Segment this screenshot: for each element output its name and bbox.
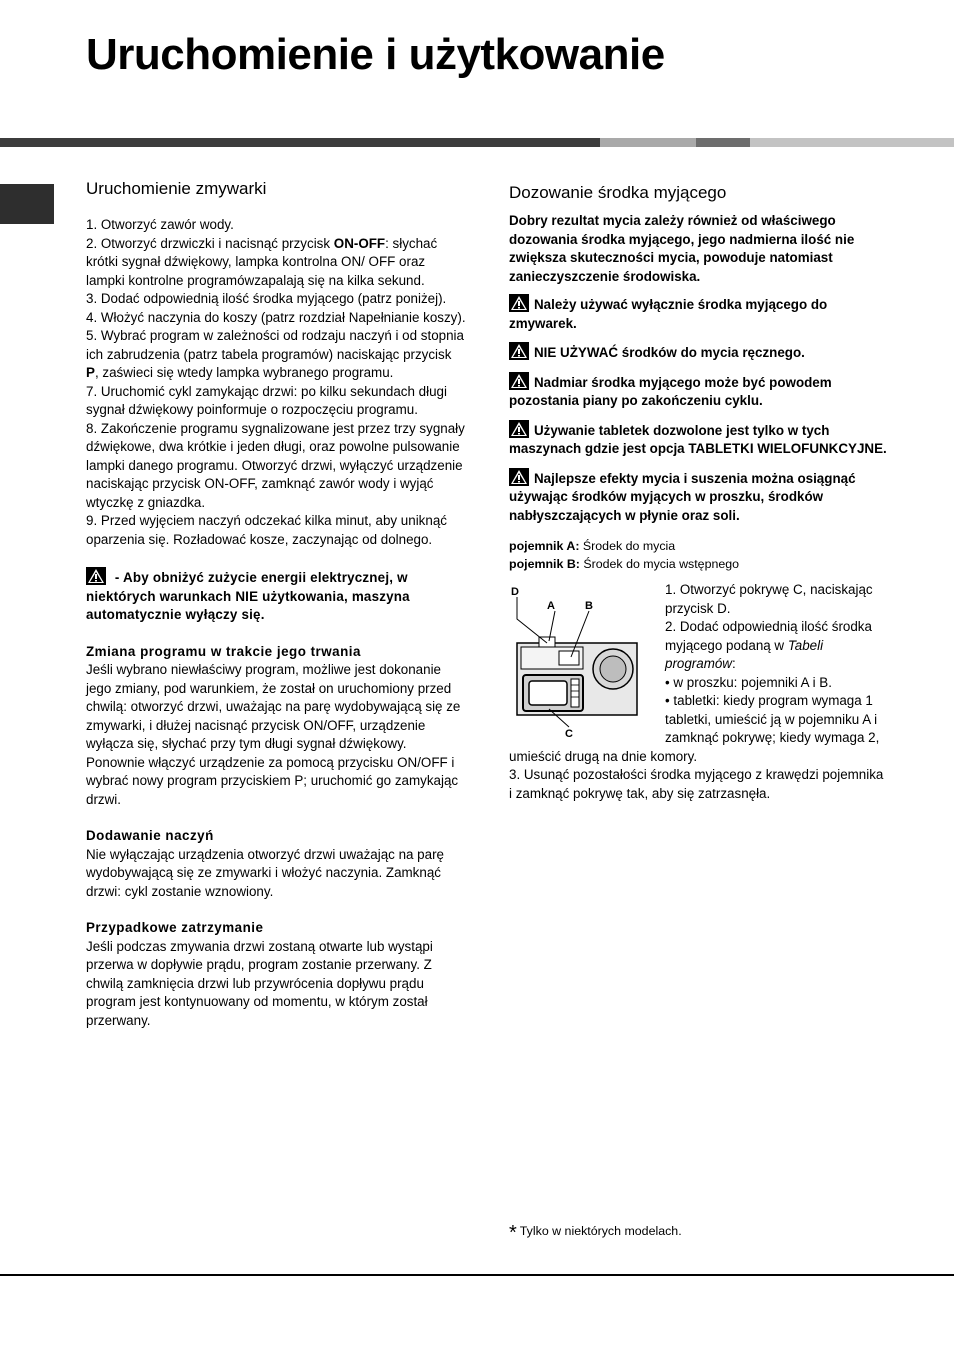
step-5: 5. Wybrać program w zależności od rodzaju naczyń i od stopnia ich zabrudzenia (patrz tabela programów) naciskając przycisk P, zaświeci się wtedy lampka wybranego programu. (86, 328, 464, 380)
header-bar (0, 138, 600, 147)
warning-icon (86, 567, 106, 585)
section-accidental-stop (86, 919, 466, 1030)
detergent-dispenser-diagram (509, 581, 659, 741)
page-title: Uruchomienie i użytkowanie (86, 30, 665, 79)
step-1: 1. Otworzyć zawór wody. (86, 217, 234, 232)
energy-note: - Aby obniżyć zużycie energii elektrycznej, w niektórych warunkach NIE użytkowania, maszyna automatycznie wyłączy się. (86, 567, 466, 625)
start-heading: Uruchomienie zmywarki (86, 179, 267, 198)
header-bar-segment (750, 138, 954, 147)
dosing-step-1: 1. Otworzyć pokrywę C, naciskając przycisk D. (665, 582, 873, 616)
container-b-label: pojemnik B: Środek do mycia wstępnego (509, 557, 740, 571)
start-steps (86, 216, 466, 549)
label-d: D (511, 586, 519, 598)
header-bar-segment (600, 138, 696, 147)
section-text: Jeśli podczas zmywania drzwi zostaną otwarte lub wystąpi przerwa w dopływie prądu, program zostanie przerwany. Z chwilą zamknięcia drzwi lub przywrócenia dopływu prądu program jest kontynuowany od momentu, w którym został przerwany. (86, 938, 433, 1028)
section-heading: Przypadkowe zatrzymanie (86, 920, 264, 935)
dosing-step-3: 3. Usunąć pozostałości środka myjącego z krawędzi pojemnika i zamknąć pokrywę tak, aby się zatrzasnęła. (509, 767, 884, 801)
warning-note: Nadmiar środka myjącego może być powodem pozostania piany po zakończeniu cyklu. (509, 372, 889, 411)
warning-note: NIE UŻYWAĆ środków do mycia ręcznego. (509, 342, 889, 363)
section-text: Nie wyłączając urządzenia otworzyć drzwi uważając na parę wydobywającą się ze zmywarki i włożyć naczynia. Zamknąć drzwi: cykl zostanie wznowiony. (86, 846, 444, 899)
section-heading: Dodawanie naczyń (86, 828, 214, 843)
dosing-tablets: • tabletki: kiedy program wymaga 1 tabletki, umieścić ją w pojemniku A i zamknąć pokrywę; kiedy wymaga 2, umieścić drugą na dnie komory. (509, 693, 880, 764)
step-9: 9. Przed wyjęciem naczyń odczekać kilka minut, aby uniknąć oparzenia się. Rozładować kosze, zaczynając od dolnego. (86, 513, 447, 547)
dosing-heading: Dozowanie środka myjącego (509, 183, 727, 202)
warning-note: Najlepsze efekty mycia i suszenia można osiągnąć używając środków myjących w proszku, środków nabłyszczających w płynie oraz soli. (509, 468, 889, 526)
footnote (509, 1222, 682, 1245)
warning-icon (509, 372, 529, 390)
label-b: B (585, 600, 593, 612)
dosing-step-2: 2. Dodać odpowiednią ilość środka myjącego podaną w Tabeli programów: (665, 619, 872, 671)
step-3: 3. Dodać odpowiednią ilość środka myjącego (patrz poniżej). (86, 291, 447, 306)
warning-icon (509, 420, 529, 438)
warning-note: Należy używać wyłącznie środka myjącego do zmywarek. (509, 294, 889, 333)
dispenser-section (509, 581, 889, 803)
section-add-dishes (86, 827, 466, 901)
label-a: A (547, 600, 555, 612)
bottom-divider (0, 1274, 954, 1276)
header-bar-segment (696, 138, 750, 147)
footnote-text: Tylko w niektórych modelach. (519, 1224, 682, 1238)
warning-icon (509, 468, 529, 486)
right-column (509, 182, 889, 803)
asterisk: * (509, 1222, 517, 1244)
step-8: 8. Zakończenie programu sygnalizowane jest przez trzy sygnały dźwiękowe, dwa krótkie i jeden długi, oraz powolne pulsowanie lampki danego programu. Otworzyć drzwi, wyłączyć urządzenie naciskając przycisk ON-OFF, zamknąć zawór wody i wyjąć wtyczkę z gniazdka. (86, 420, 465, 510)
warning-icon (509, 294, 529, 312)
section-change-program (86, 643, 466, 810)
container-a-label: pojemnik A: Środek do mycia (509, 539, 676, 553)
section-heading: Zmiana programu w trakcie jego trwania (86, 643, 361, 659)
dosing-powder: • w proszku: pojemniki A i B. (665, 674, 832, 690)
warning-note: Używanie tabletek dozwolone jest tylko w tych maszynach gdzie jest opcja TABLETKI WIELOFUNKCYJNE. (509, 420, 889, 459)
step-7: 7. Uruchomić cykl zamykając drzwi: po kilku sekundach długi sygnał dźwiękowy poinformuje o rozpoczęciu programu. (86, 383, 447, 417)
label-c: C (565, 728, 573, 740)
left-column (86, 178, 466, 1030)
warning-icon (509, 342, 529, 360)
step-4: 4. Włożyć naczynia do koszy (patrz rozdział Napełnianie koszy). (86, 309, 466, 325)
step-2: 2. Otworzyć drzwiczki i nacisnąć przycisk ON-OFF: słychać krótki sygnał dźwiękowy, lampka kontrolna ON/ OFF oraz lampki kontrolne programówzapalają się na kilka sekund. (86, 235, 438, 288)
dosing-intro: Dobry rezultat mycia zależy również od właściwego dozowania środka myjącego, jego nadmierna ilość nie zwiększa skuteczności mycia, powoduje natomiast zanieczyszczenie środowiska. (509, 213, 855, 284)
section-tab-marker (0, 184, 54, 224)
section-text: Jeśli wybrano niewłaściwy program, możliwe jest dokonanie jego zmiany, pod warunkiem, że został on uruchomiony przed chwilą: otworzyć drzwi, uważając na parę wydobywającą się ze zmywarki, i dłużej nacisnąć przycisk ON/OFF, urządzenie wyłącza się, słychać przy tym długi sygnał dźwiękowy. Ponownie włączyć urządzenie za pomocą przycisku ON/OFF i wybrać nowy program przyciskiem P; uruchomić go zamykając drzwi. (86, 662, 461, 807)
container-labels (509, 537, 889, 573)
